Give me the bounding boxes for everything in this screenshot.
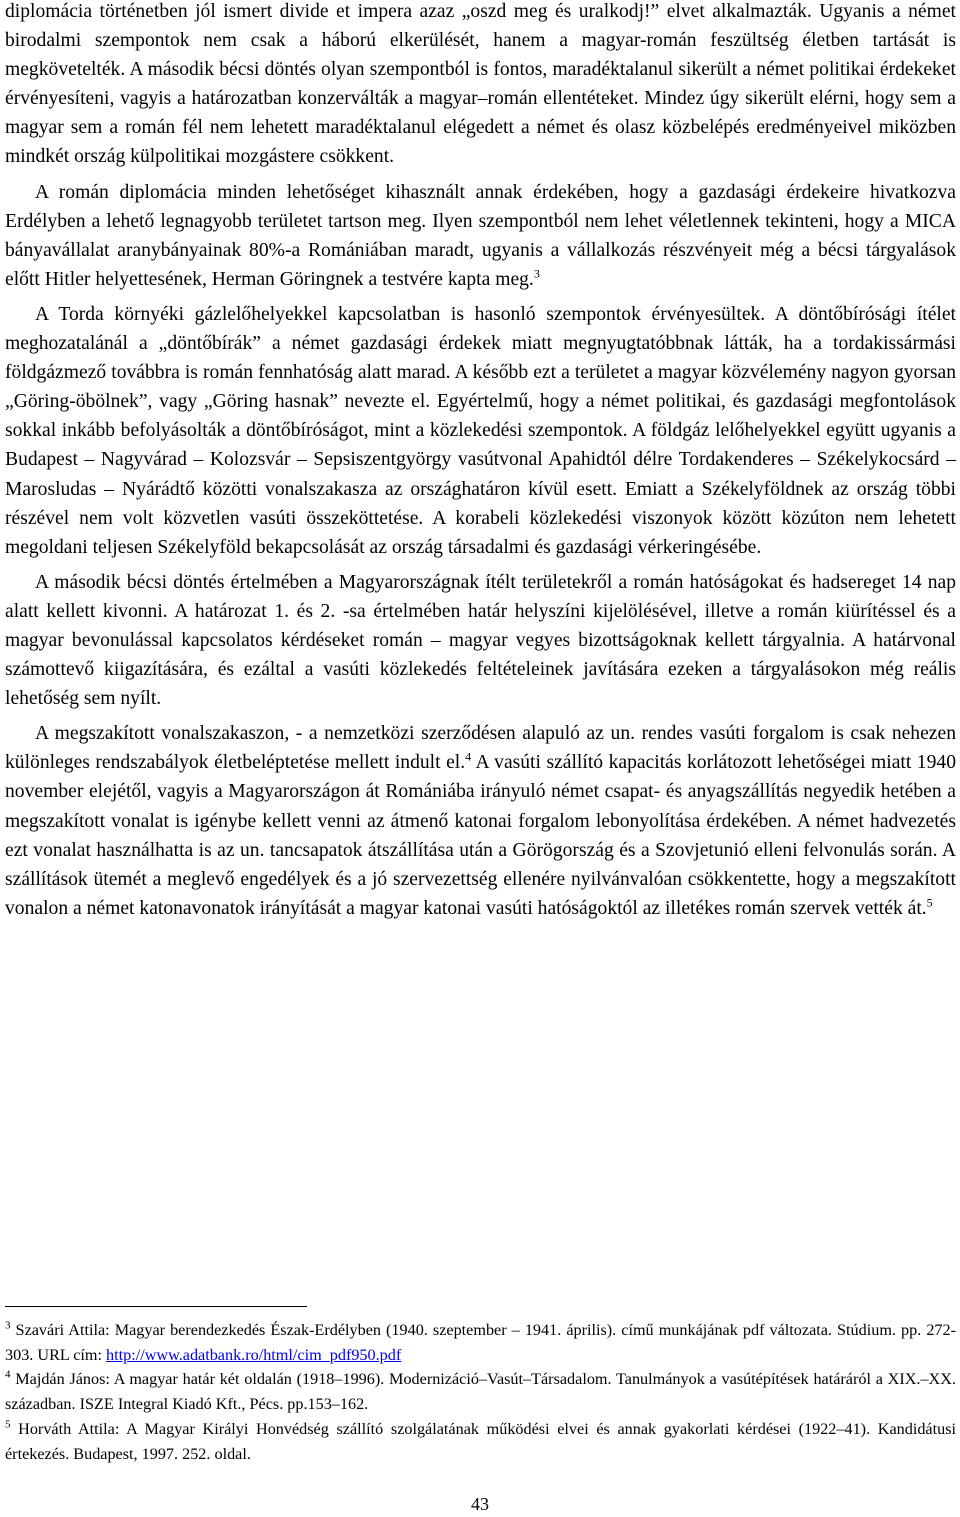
paragraph-4 [5,568,956,713]
paragraph-1-text: diplomácia történetben jól ismert divide et impera azaz „oszd meg és uralkodj!” elvet alkalmazták. Ugyanis a német birodalmi szempontok nem csak a háború elkerülését, hanem a magyar-román feszültség életben tartását is megkövetelték. A második bécsi döntés olyan szempontból is fontos, maradéktalanul sikerült a német politikai érdekeket érvényesíteni, vagyis a határozatban konzerválták a magyar–román ellentéteket. Mindez úgy sikerült elérni, hogy sem a magyar sem a román fél nem lehetett maradéktalanul elégedett a német és olasz közbelépés eredményeivel miközben mindkét ország külpolitikai mozgástere csökkent. [5,1,956,168]
footnote-5 [5,1417,956,1466]
page-number: 43 [471,1494,489,1514]
footnote-ref-5[interactable]: 5 [926,895,933,910]
footnote-4 [5,1367,956,1416]
paragraph-2 [5,178,956,294]
paragraph-4-text: A második bécsi döntés értelmében a Magyarországnak ítélt területekről a román hatóságokat és hadsereget 14 nap alatt kellett kivonni. A határozat 1. és 2. -sa értelmében határ helyszíni kijelölésével, illetve a román kiürítéssel és a magyar bevonulással kapcsolatos kérdéseket román – magyar vegyes bizottságoknak kellett tárgyalnia. A határvonal számottevő kiigazítására, és ezáltal a vasúti közlekedés feltételeinek javítására ezeken a tárgyalásokon még reális lehetőség sem nyílt. [5,571,956,710]
footnote-ref-3[interactable]: 3 [533,266,540,281]
body-text [5,0,956,923]
footnote-separator [5,1306,307,1307]
paragraph-5-text-b: A vasúti szállító kapacitás korlátozott lehetőségei miatt 1940 november elejétől, vagyis a Magyarországon át Romániába irányuló német csapat- és anyagszállítás negyedik hetében a megszakított vonalat is igénybe kellett venni az átmenő katonai forgalom lebonyolítása érdekében. A német hadvezetés ezt vonalat használhatta is az un. tancsapatok átszállítása után a Görögország és a Szovjetunió elleni felvonulás során. A szállítások ütemét a meglevő engedélyek és a jó szervezettség ellenére nyilvánvalóan csökkentette, hogy a megszakított vonalon a német katonavonatok irányítását a magyar katonai vasúti hatóságoktól az illetékes román szervek vették át. [5,752,956,919]
footnote-4-text: Majdán János: A magyar határ két oldalán (1918–1996). Modernizáció–Vasút–Társadalom. Tanulmányok a vasútépítések határáról a XIX.–XX. században. ISZE Integral Kiadó Kft., Pécs. pp.153–162. [5,1370,956,1414]
footnote-3-link[interactable]: http://www.adatbank.ro/html/cim_pdf950.pdf [106,1345,402,1364]
footnote-3 [5,1318,956,1367]
footnotes [5,1318,956,1466]
paragraph-5 [5,719,956,923]
footnote-3-text: Szavári Attila: Magyar berendezkedés Észak-Erdélyben (1940. szeptember – 1941. április). című munkájának pdf változata. Stúdium. pp. 272-303. URL cím: [5,1321,956,1364]
document-page [5,0,956,923]
paragraph-1 [5,0,956,172]
paragraph-5-text-a: A megszakított vonalszakaszon, - a nemzetközi szerződésen alapuló az un. rendes vasúti forgalom is csak nehezen különleges rendszabályok életbeléptetése mellett indult el. [5,723,956,774]
footnote-ref-4[interactable]: 4 [465,749,472,764]
paragraph-3 [5,300,956,562]
footnote-number-4: 4 [5,1369,11,1382]
paragraph-3-text: A Torda környéki gázlelőhelyekkel kapcsolatban is hasonló szempontok érvényesültek. A döntőbírósági ítélet meghozatalánál a „döntőbírák” a német gazdasági érdekek miatt megnyugtatóbbnak látták, ha a tordakissármási földgázmező továbbra is román fennhatóság alatt marad. A később ezt a területet a magyar közvélemény nagyon gyorsan „Göring-öbölnek”, vagy „Göring hasnak” nevezte el. Egyértelmű, hogy a német politikai, és gazdasági megfontolások sokkal inkább befolyásolták a döntőbíróságot, mint a közlekedési szempontok. A földgáz lelőhelyekkel együtt ugyanis a Budapest – Nagyvárad – Kolozsvár – Sepsiszentgyörgy vasútvonal Apahidtól délre Tordakenderes – Székelykocsárd –Marosludas – Nyárádtő közötti vonalszakasza az országhatáron kívül esett. Emiatt a Székelyföldnek az ország többi részével nem volt közvetlen vasúti összeköttetése. A korabeli közlekedési viszonyok között közúton nem lehetett megoldani teljesen Székelyföld bekapcsolását az ország társadalmi és gazdasági vérkeringésébe. [5,303,956,558]
paragraph-2-text: A román diplomácia minden lehetőséget kihasznált annak érdekében, hogy a gazdasági érdekeire hivatkozva Erdélyben a lehető legnagyobb területet tartson meg. Ilyen szempontból nem lehet véletlennek tekinteni, hogy a MICA bányavállalat aranybányainak 80%-a Romániában maradt, ugyanis a vállalkozás részvényeit még a bécsi tárgyalások előtt Hitler helyettesének, Herman Göringnek a testvére kapta meg. [5,181,956,290]
footnote-number-3: 3 [5,1319,11,1332]
footnote-5-text: Horváth Attila: A Magyar Királyi Honvédség szállító szolgálatának működési elvei és annak gyakorlati kérdései (1922–41). Kandidátusi értekezés. Budapest, 1997. 252. oldal. [5,1419,956,1463]
footnote-number-5: 5 [5,1418,11,1431]
